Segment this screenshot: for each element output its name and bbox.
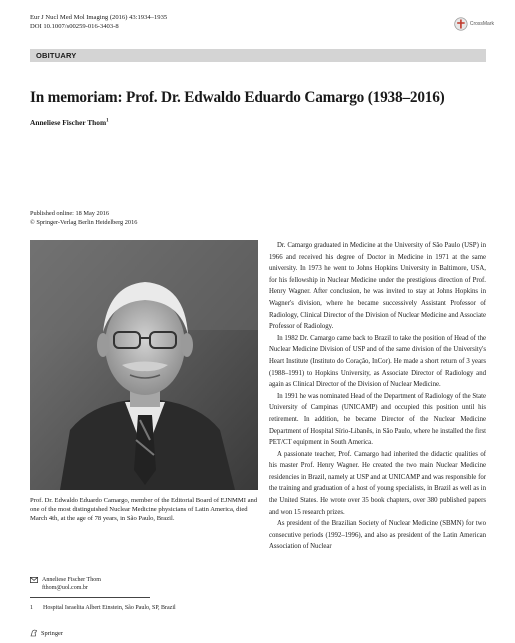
copyright-line: © Springer-Verlag Berlin Heidelberg 2016 <box>30 218 138 226</box>
body-paragraph: In 1991 he was nominated Head of the Department of Radiology of the State University of Campinas (UNICAMP) and occupied this position until his retirement. In addition, he became Director of the Nuclear Medicine Department of Hospital Sírio-Libanês, in São Paulo, where he installed the first PET/CT equipment in South America. <box>269 392 486 447</box>
body-paragraph: A passionate teacher, Prof. Camargo had inherited the didactic qualities of his master Prof. Henry Wagner. He created the two main Nuclear Medicine residencies in Brazil, namely at USP and at UNICAMP and was responsible for the training and graduation of a host of young specialists, in Brazil as well as in the United States. He wrote over 35 book chapters, over 380 published papers and won 15 research prizes. <box>269 450 486 516</box>
affiliation-marker: 1 <box>30 605 33 611</box>
article-title: In memoriam: Prof. Dr. Edwaldo Eduardo Camargo (1938–2016) <box>30 89 445 106</box>
photo-caption: Prof. Dr. Edwaldo Eduardo Camargo, member of the Editorial Board of EJNMMI and one of the most distinguished Nuclear Medicine physicians of Latin America, died March 4th, at the age of 78 years, in São Paulo, Brazil. <box>30 497 258 522</box>
affiliation-footnote <box>30 604 176 612</box>
crossmark-badge[interactable] <box>454 15 494 33</box>
published-date: Published online: 18 May 2016 <box>30 210 110 217</box>
section-label: OBITUARY <box>30 49 486 62</box>
publisher-name: Springer <box>41 629 64 637</box>
springer-horse-icon <box>30 629 38 637</box>
article-body <box>269 240 486 553</box>
contact-block <box>30 576 101 592</box>
body-paragraph: As president of the Brazilian Society of Nuclear Medicine (SBMN) for two consecutive periods (1992–1996), and also as president of the Latin American Association of Nuclear <box>269 520 486 551</box>
publication-info <box>30 210 137 227</box>
body-paragraph: Dr. Camargo graduated in Medicine at the University of São Paulo (USP) in 1966 and received his degree of Doctor in Medicine in 1971 at the same university. In 1973 he went to Johns Hopkins University in Baltimore, USA, for his fellowship in Nuclear Medicine under the prestigious direction of Prof. Henry Wagner. After conclusion, he was invited to stay at Johns Hopkins in Wagner's division, where he became successively Assistant Professor of Radiology, Clinical Director of the Division of Nuclear Medicine and Associate Professor of Radiology. <box>269 242 486 331</box>
journal-header <box>30 14 167 31</box>
crossmark-label: CrossMark <box>469 21 494 27</box>
doi-line: DOI 10.1007/s00259-016-3403-8 <box>30 22 119 30</box>
publisher-footer <box>30 629 63 637</box>
portrait-photo <box>30 240 258 490</box>
footnote-rule <box>30 597 150 598</box>
contact-name: Anneliese Fischer Thom <box>42 577 101 583</box>
author-affiliation-marker: 1 <box>106 118 109 124</box>
journal-citation: Eur J Nucl Med Mol Imaging (2016) 43:1934–1935 <box>30 14 168 21</box>
contact-email[interactable]: fthom@uol.com.br <box>42 585 88 591</box>
body-paragraph: In 1982 Dr. Camargo came back to Brazil to take the position of Head of the Nuclear Medicine Division of USP and of the same division of the University's Heart Institute (Instituto do Coração, InCor). He made a short return of 3 years (1988–1991) to Hopkins University, as Associate Director of Radiology and again as Clinical Director of the Division of Nuclear Medicine. <box>269 334 486 389</box>
envelope-icon <box>30 577 38 583</box>
author-name[interactable]: Anneliese Fischer Thom <box>30 118 107 127</box>
author-line <box>30 118 109 127</box>
affiliation-text: Hospital Israelita Albert Einstein, São Paulo, SP, Brazil <box>43 605 176 611</box>
crossmark-icon <box>454 17 468 31</box>
